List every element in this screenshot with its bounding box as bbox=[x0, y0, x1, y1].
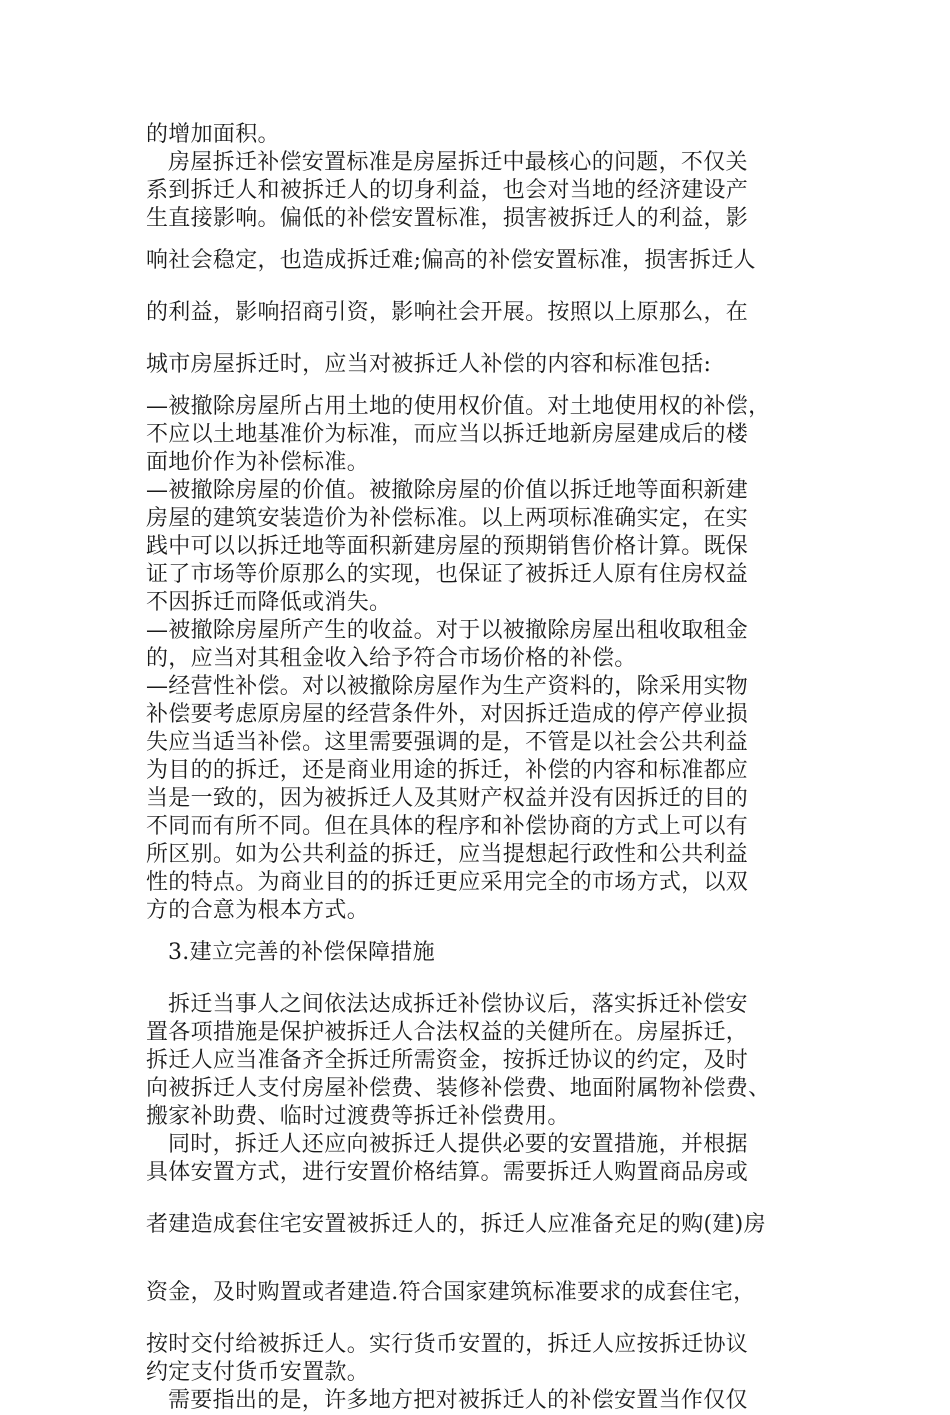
text-line: 需要指出的是，许多地方把对被拆迁人的补偿安置当作仅仅 bbox=[168, 1388, 748, 1413]
text-line: 的利益，影响招商引资，影响社会开展。按照以上原那么，在 bbox=[146, 300, 749, 325]
text-line: 方的合意为根本方式。 bbox=[146, 898, 370, 923]
section-heading: 3.建立完善的补偿保障措施 bbox=[168, 940, 435, 965]
text-line: 为目的的拆迁，还是商业用途的拆迁，补偿的内容和标准都应 bbox=[146, 758, 749, 783]
text-line: 践中可以以拆迁地等面积新建房屋的预期销售价格计算。既保 bbox=[146, 534, 749, 559]
text-line: 生直接影响。偏低的补偿安置标准，损害被拆迁人的利益，影 bbox=[146, 206, 749, 231]
text-line: 不应以土地基准价为标准，而应当以拆迁地新房屋建成后的楼 bbox=[146, 422, 749, 447]
text-line: —被撤除房屋所占用土地的使用权价值。对土地使用权的补偿， bbox=[146, 394, 771, 419]
text-line: 城市房屋拆迁时，应当对被拆迁人补偿的内容和标准包括: bbox=[146, 352, 712, 377]
text-line: 系到拆迁人和被拆迁人的切身利益，也会对当地的经济建设产 bbox=[146, 178, 749, 203]
text-line: —被撤除房屋的价值。被撤除房屋的价值以拆迁地等面积新建 bbox=[146, 478, 749, 503]
text-line: 按时交付给被拆迁人。实行货币安置的，拆迁人应按拆迁协议 bbox=[146, 1332, 749, 1357]
text-line: 面地价作为补偿标准。 bbox=[146, 450, 370, 475]
text-line: 补偿要考虑原房屋的经营条件外，对因拆迁造成的停产停业损 bbox=[146, 702, 749, 727]
text-line: 约定支付货币安置款。 bbox=[146, 1360, 370, 1385]
text-line: 的增加面积。 bbox=[146, 122, 280, 147]
text-line: 不同而有所不同。但在具体的程序和补偿协商的方式上可以有 bbox=[146, 814, 749, 839]
text-line: 不因拆迁而降低或消失。 bbox=[146, 590, 392, 615]
text-line: 的，应当对其租金收入给予符合市场价格的补偿。 bbox=[146, 646, 637, 671]
text-line: 证了市场等价原那么的实现，也保证了被拆迁人原有住房权益 bbox=[146, 562, 749, 587]
text-line: 向被拆迁人支付房屋补偿费、装修补偿费、地面附属物补偿费、 bbox=[146, 1076, 771, 1101]
text-line: 失应当适当补偿。这里需要强调的是，不管是以社会公共利益 bbox=[146, 730, 749, 755]
text-line: 者建造成套住宅安置被拆迁人的，拆迁人应准备充足的购(建)房 bbox=[146, 1212, 766, 1237]
text-line: 拆迁当事人之间依法达成拆迁补偿协议后，落实拆迁补偿安 bbox=[168, 992, 748, 1017]
text-line: —被撤除房屋所产生的收益。对于以被撤除房屋出租收取租金 bbox=[146, 618, 749, 643]
text-line: 置各项措施是保护被拆迁人合法权益的关健所在。房屋拆迁， bbox=[146, 1020, 749, 1045]
text-line: 性的特点。为商业目的的拆迁更应采用完全的市场方式，以双 bbox=[146, 870, 749, 895]
text-line: 资金，及时购置或者建造.符合国家建筑标准要求的成套住宅， bbox=[146, 1280, 756, 1305]
text-line: 房屋的建筑安装造价为补偿标准。以上两项标准确实定，在实 bbox=[146, 506, 749, 531]
text-line: 拆迁人应当准备齐全拆迁所需资金，按拆迁协议的约定，及时 bbox=[146, 1048, 749, 1073]
text-line: 搬家补助费、临时过渡费等拆迁补偿费用。 bbox=[146, 1104, 570, 1129]
text-line: —经营性补偿。对以被撤除房屋作为生产资料的，除采用实物 bbox=[146, 674, 749, 699]
text-line: 所区别。如为公共利益的拆迁，应当提想起行政性和公共利益 bbox=[146, 842, 749, 867]
document-page bbox=[146, 121, 816, 1415]
text-line: 房屋拆迁补偿安置标准是房屋拆迁中最核心的问题，不仅关 bbox=[168, 150, 748, 175]
text-line: 具体安置方式，进行安置价格结算。需要拆迁人购置商品房或 bbox=[146, 1160, 749, 1185]
text-line: 当是一致的，因为被拆迁人及其财产权益并没有因拆迁的目的 bbox=[146, 786, 749, 811]
text-line: 响社会稳定，也造成拆迁难;偏高的补偿安置标准，损害拆迁人 bbox=[146, 248, 756, 273]
text-line: 同时，拆迁人还应向被拆迁人提供必要的安置措施，并根据 bbox=[168, 1132, 748, 1157]
